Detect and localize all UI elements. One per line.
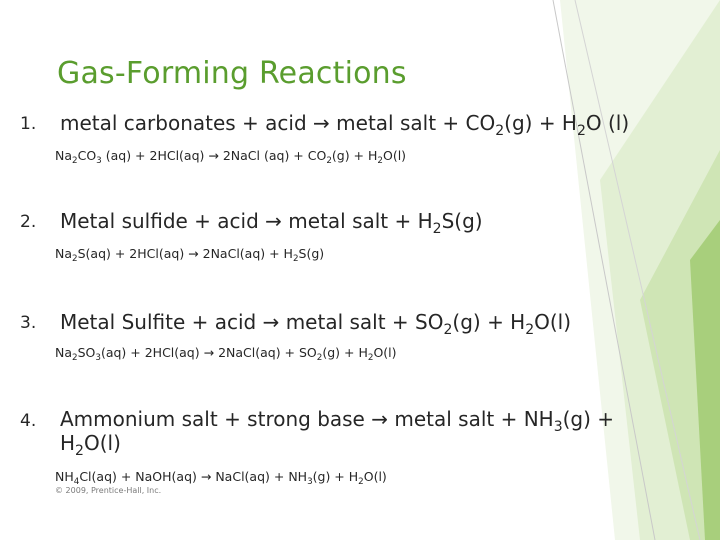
arrow-icon: → [203, 345, 215, 360]
item-number-4: 4. [20, 411, 37, 431]
item-number-3: 3. [20, 313, 37, 333]
arrow-icon: → [265, 209, 282, 233]
copyright-notice: © 2009, Prentice-Hall, Inc. [55, 486, 162, 495]
item-example-1: $Na_2CO_3$ (aq) + 2HCl(aq) → 2NaCl $(aq) + CO_2(g) + H_2O(l)$ [55, 148, 407, 167]
item-number-1: 1. [20, 114, 37, 134]
item-example-4: $NH_4Cl(aq)$ + NaOH(aq) → NaCl(aq) + $NH_3(g) + H_2O(l)$ [55, 469, 387, 488]
item-example-3: $Na_2SO_3(aq) + 2HCl(aq)$ → 2NaCl(aq) + $SO_2(g) + H_2O(l)$ [55, 345, 397, 364]
item-number-2: 2. [20, 212, 37, 232]
item-equation-2: Metal sulfide + acid → metal salt + $H_2S(g)$ [60, 209, 483, 237]
arrow-icon: → [208, 148, 219, 163]
arrow-icon: → [313, 111, 330, 135]
item-equation-1: metal carbonates + acid → metal salt + $CO_2(g) + H_2O$ (l) [60, 111, 630, 139]
slide-title: Gas-Forming Reactions [57, 56, 407, 91]
arrow-icon: → [200, 469, 212, 484]
item-equation-3: Metal Sulfite + acid → metal salt + $SO_2(g) + H_2O(l)$ [60, 310, 572, 338]
arrow-icon: → [188, 246, 199, 261]
item-equation-4: Ammonium salt + strong base → metal salt + $NH_3(g) + H_2O(l)$ [60, 407, 615, 459]
arrow-icon: → [371, 407, 388, 431]
arrow-icon: → [262, 310, 280, 334]
item-example-2: $Na_2S(aq) + 2HCl(aq)$ → 2NaCl(aq) + $H_2S(g)$ [55, 246, 325, 265]
